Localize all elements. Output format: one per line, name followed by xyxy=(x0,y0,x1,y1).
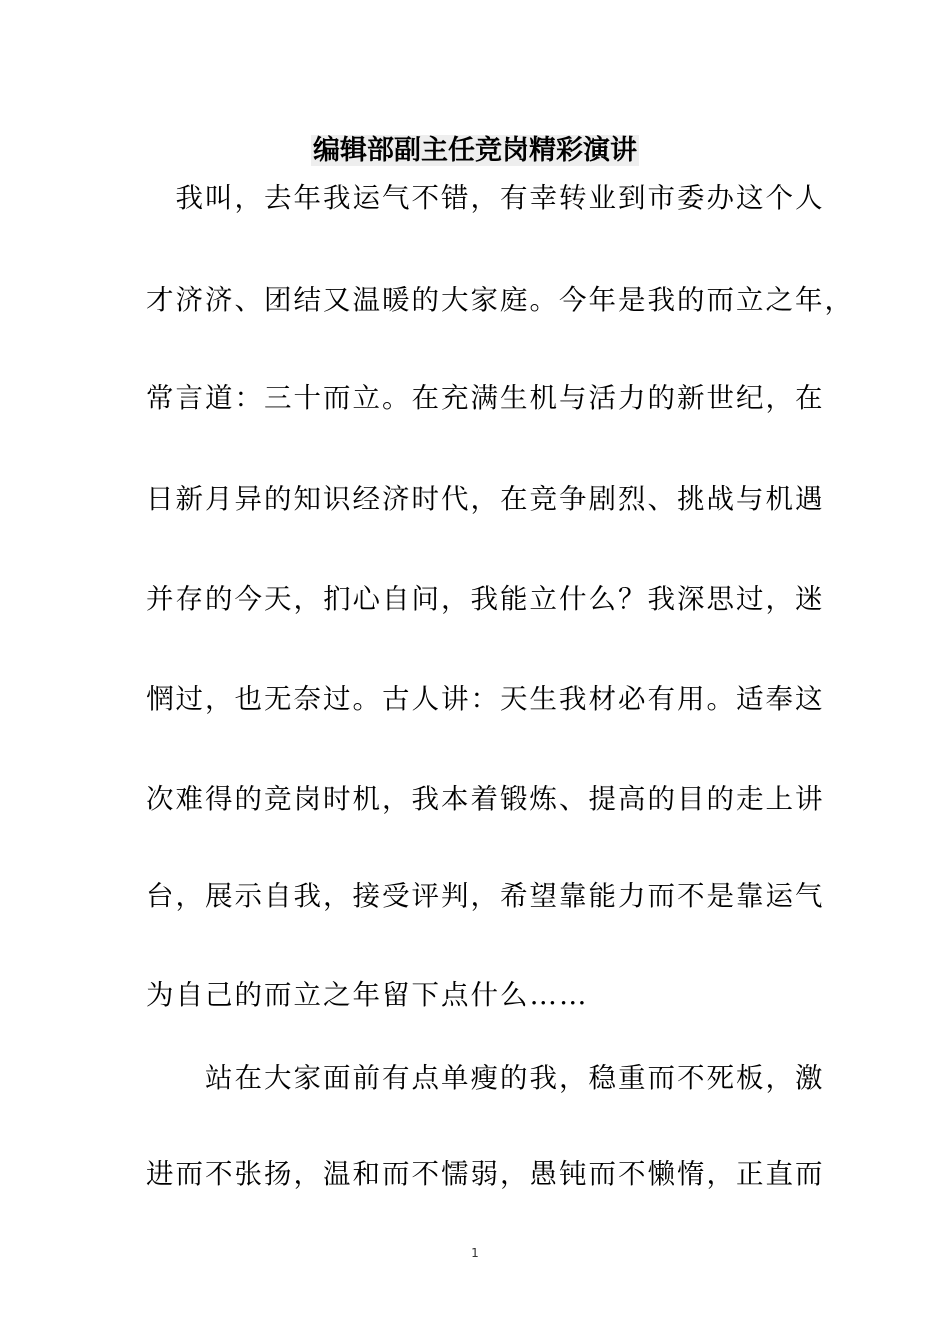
paragraph-line: 我叫，去年我运气不错，有幸转业到市委办这个人 xyxy=(146,182,825,214)
paragraph-line: 并存的今天，扪心自问，我能立什么？我深思过，迷 xyxy=(146,583,825,615)
paragraph-line: 次难得的竞岗时机，我本着锻炼、提高的目的走上讲 xyxy=(146,783,825,815)
paragraph-line: 日新月异的知识经济时代，在竞争剧烈、挑战与机遇 xyxy=(146,483,825,515)
page-number: 1 xyxy=(471,1246,479,1260)
document-title xyxy=(0,131,950,171)
paragraph-line: 进而不张扬，温和而不懦弱，愚钝而不懒惰，正直而 xyxy=(146,1158,825,1190)
paragraph-line: 惘过，也无奈过。古人讲：天生我材必有用。适奉这 xyxy=(146,683,825,715)
document-title-text: 编辑部副主任竞岗精彩演讲 xyxy=(313,135,637,166)
paragraph-line: 台，展示自我，接受评判，希望靠能力而不是靠运气 xyxy=(146,880,825,912)
paragraph-line: 常言道：三十而立。在充满生机与活力的新世纪，在 xyxy=(146,382,825,414)
paragraph-line: 为自己的而立之年留下点什么…… xyxy=(146,979,589,1011)
paragraph-line: 才济济、团结又温暖的大家庭。今年是我的而立之年， xyxy=(146,284,854,316)
paragraph-line: 站在大家面前有点单瘦的我，稳重而不死板，激 xyxy=(146,1062,825,1094)
